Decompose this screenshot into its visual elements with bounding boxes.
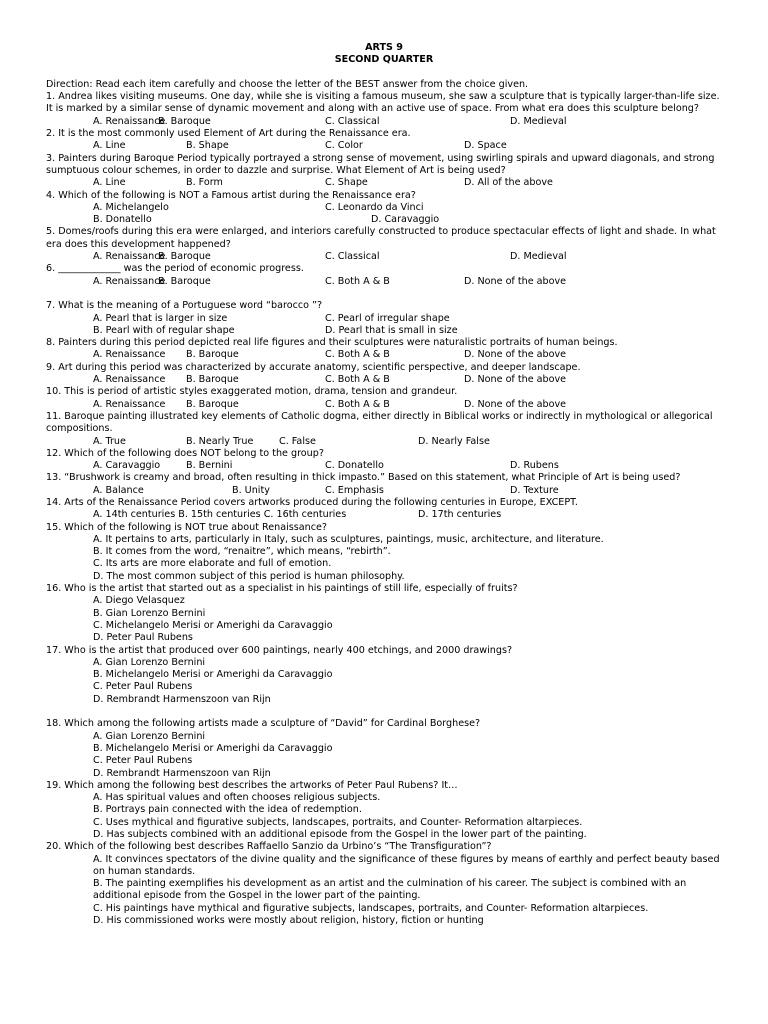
choice-row bbox=[46, 313, 722, 325]
question-stem: 5. Domes/roofs during this era were enlarged, and interiors carefully constructed to produce spectacular effects of light and shade. In what era does this development happened? bbox=[46, 226, 716, 250]
answer-choice: A. Pearl that is larger in size bbox=[93, 312, 228, 324]
question-stem: 4. Which of the following is NOT a Famous artist during the Renaissance era? bbox=[46, 189, 416, 201]
question-stem: 18. Which among the following artists made a sculpture of “David” for Cardinal Borghese? bbox=[46, 718, 481, 730]
question-4 bbox=[46, 190, 722, 227]
question-18 bbox=[46, 718, 722, 779]
answer-choice: D. 17th centuries bbox=[418, 509, 502, 521]
choice-row bbox=[46, 214, 722, 226]
answer-choice: A. Michelangelo bbox=[93, 201, 169, 213]
answer-choice: A. Gian Lorenzo Bernini bbox=[93, 730, 206, 742]
choice-row bbox=[46, 399, 722, 411]
answer-choice: D. Rembrandt Harmenszoon van Rijn bbox=[93, 767, 271, 779]
choice-row bbox=[46, 325, 722, 337]
choice-row bbox=[46, 202, 722, 214]
choice-row bbox=[46, 436, 722, 448]
question-8 bbox=[46, 337, 722, 362]
choice-row bbox=[46, 349, 722, 361]
answer-choice: B. Pearl with of regular shape bbox=[93, 324, 235, 336]
answer-choice: A. Renaissance bbox=[93, 115, 166, 127]
question-13 bbox=[46, 472, 722, 497]
document-title: ARTS 9 bbox=[365, 42, 403, 53]
answer-choice: D. Caravaggio bbox=[371, 214, 440, 226]
answer-choice: A. Gian Lorenzo Bernini bbox=[93, 656, 206, 668]
question-20 bbox=[46, 841, 722, 927]
answer-choice: A. Balance bbox=[93, 484, 144, 496]
question-stem: 20. Which of the following best describes Raffaello Sanzio da Urbino’s “The Transfiguration”? bbox=[46, 841, 492, 853]
answer-choice: C. Both A & B bbox=[325, 374, 390, 386]
answer-choice: B. Form bbox=[186, 177, 223, 189]
answer-choice: D. Has subjects combined with an additional episode from the Gospel in the lower part of the painting. bbox=[93, 829, 587, 840]
choice-row bbox=[46, 251, 722, 263]
choice-row bbox=[46, 116, 722, 128]
answer-choice: B. Portrays pain connected with the idea of redemption. bbox=[93, 804, 362, 816]
answer-choice: B. Baroque bbox=[158, 115, 211, 127]
answer-choice: C. Peter Paul Rubens bbox=[93, 755, 193, 767]
answer-choice: C. Leonardo da Vinci bbox=[325, 201, 424, 213]
question-stem: 12. Which of the following does NOT belong to the group? bbox=[46, 447, 324, 459]
question-2 bbox=[46, 128, 722, 153]
choice-row bbox=[46, 485, 722, 497]
answer-choice: A. Renaissance bbox=[93, 374, 166, 386]
question-stem: 11. Baroque painting illustrated key elements of Catholic dogma, either directly in Biblical works or indirectly in mythological or allegorical compositions. bbox=[46, 410, 713, 435]
choice-row bbox=[46, 374, 722, 386]
question-19 bbox=[46, 780, 722, 841]
answer-choice: A. True bbox=[93, 435, 126, 447]
question-3 bbox=[46, 153, 722, 190]
answer-choice: B. Michelangelo Merisi or Amerighi da Caravaggio bbox=[93, 669, 333, 681]
answer-choice: C. Shape bbox=[325, 177, 368, 189]
answer-choice: C. Both A & B bbox=[325, 398, 390, 410]
answer-choice: C. Pearl of irregular shape bbox=[325, 312, 450, 324]
question-1 bbox=[46, 91, 722, 128]
answer-choice: B. It comes from the word, “renaitre”, which means, “rebirth”. bbox=[93, 546, 391, 558]
answer-choice: D. Medieval bbox=[510, 115, 567, 127]
answer-choice: A. Has spiritual values and often chooses religious subjects. bbox=[93, 792, 381, 804]
choice-row bbox=[46, 140, 722, 152]
answer-choice: A. Renaissance bbox=[93, 275, 166, 287]
choice-row bbox=[46, 460, 722, 472]
question-stem: 15. Which of the following is NOT true about Renaissance? bbox=[46, 521, 328, 533]
question-stem: 10. This is period of artistic styles exaggerated motion, drama, tension and grandeur. bbox=[46, 386, 458, 398]
answer-choice: C. Its arts are more elaborate and full of emotion. bbox=[93, 558, 332, 570]
answer-choice: C. Uses mythical and figurative subjects, landscapes, portraits, and Counter- Reformation altarpieces. bbox=[93, 816, 583, 828]
answer-choice: B. Shape bbox=[186, 140, 229, 152]
answer-choice: C. Classical bbox=[325, 115, 380, 127]
answer-choice: C. Both A & B bbox=[325, 275, 390, 287]
question-stem: 6. _____________ was the period of economic progress. bbox=[46, 263, 304, 275]
question-stem: 17. Who is the artist that produced over 600 paintings, nearly 400 etchings, and 2000 drawings? bbox=[46, 644, 513, 656]
answer-choice: C. His paintings have mythical and figurative subjects, landscapes, portraits, and Counter- Reformation altarpieces. bbox=[93, 902, 649, 914]
question-6 bbox=[46, 263, 722, 300]
answer-choice: C. Peter Paul Rubens bbox=[93, 681, 193, 693]
answer-choice: B. Unity bbox=[232, 484, 270, 496]
question-17 bbox=[46, 645, 722, 719]
answer-choice: D. Medieval bbox=[510, 251, 567, 263]
answer-choice: D. The most common subject of this period is human philosophy. bbox=[93, 570, 405, 582]
answer-choice: B. Baroque bbox=[158, 251, 211, 263]
answer-choice: D. None of the above bbox=[464, 275, 567, 287]
answer-choice: D. Texture bbox=[510, 484, 559, 496]
answer-choice: D. Pearl that is small in size bbox=[325, 324, 458, 336]
answer-choice: B. Nearly True bbox=[186, 435, 254, 447]
answer-choice: D. Rubens bbox=[510, 460, 559, 472]
choice-row bbox=[46, 276, 722, 288]
question-15 bbox=[46, 522, 722, 583]
question-list bbox=[46, 91, 722, 927]
question-stem: 14. Arts of the Renaissance Period covers artworks produced during the following centuries in Europe, EXCEPT. bbox=[46, 496, 578, 508]
question-14 bbox=[46, 497, 722, 522]
answer-choice: A. Line bbox=[93, 140, 126, 152]
spacer bbox=[46, 288, 722, 300]
answer-choice: B. The painting exemplifies his development as an artist and the culmination of his career. The subject is combined with an additional episode from the Gospel in the lower part of the painting. bbox=[93, 878, 687, 902]
question-stem: 9. Art during this period was characterized by accurate anatomy, scientific perspective, and deeper landscape. bbox=[46, 361, 581, 373]
question-stem: 2. It is the most commonly used Element of Art during the Renaissance era. bbox=[46, 128, 411, 140]
question-9 bbox=[46, 362, 722, 387]
worksheet bbox=[46, 42, 722, 927]
answer-choice: B. Donatello bbox=[93, 214, 152, 226]
answer-choice: D. None of the above bbox=[464, 374, 567, 386]
answer-choice: A. Renaissance bbox=[93, 251, 166, 263]
answer-choice: C. Michelangelo Merisi or Amerighi da Caravaggio bbox=[93, 619, 333, 631]
question-11 bbox=[46, 411, 722, 448]
question-5 bbox=[46, 226, 722, 263]
answer-choice: B. Baroque bbox=[158, 275, 211, 287]
choice-row bbox=[46, 177, 722, 189]
answer-choice: B. Michelangelo Merisi or Amerighi da Caravaggio bbox=[93, 742, 333, 754]
question-stem: 3. Painters during Baroque Period typically portrayed a strong sense of movement, using swirling spirals and upward diagonals, and strong sumptuous colour schemes, in order to dazzle and surprise. What Element of Art is being used? bbox=[46, 152, 715, 176]
question-stem: 16. Who is the artist that started out as a specialist in his paintings of still life, especially of fruits? bbox=[46, 583, 518, 595]
answer-choice: B. Gian Lorenzo Bernini bbox=[93, 607, 206, 619]
answer-choice: B. Baroque bbox=[186, 374, 239, 386]
answer-choice: A. It pertains to arts, particularly in Italy, such as sculptures, paintings, music, architecture, and literature. bbox=[93, 533, 604, 545]
question-stem: 7. What is the meaning of a Portuguese word “barocco ”? bbox=[46, 300, 323, 312]
answer-choice: D. Peter Paul Rubens bbox=[93, 632, 193, 644]
document-subtitle: SECOND QUARTER bbox=[334, 54, 434, 66]
answer-choice: D. Space bbox=[464, 140, 507, 152]
answer-choice: B. Baroque bbox=[186, 398, 239, 410]
answer-choice: C. Both A & B bbox=[325, 349, 390, 361]
question-stem: 1. Andrea likes visiting museums. One day, while she is visiting a famous museum, she saw a sculpture that is typically larger-than-life size. It is marked by a similar sense of dynamic movement and along with an active use of space. From what era does this sculpture belong? bbox=[46, 91, 720, 115]
answer-choice: C. Classical bbox=[325, 251, 380, 263]
answer-choice: B. Baroque bbox=[186, 349, 239, 361]
answer-choice: A. Line bbox=[93, 177, 126, 189]
answer-choice: C. Emphasis bbox=[325, 484, 384, 496]
question-stem: 19. Which among the following best describes the artworks of Peter Paul Rubens? It… bbox=[46, 779, 458, 791]
question-12 bbox=[46, 448, 722, 473]
question-16 bbox=[46, 583, 722, 644]
question-7 bbox=[46, 300, 722, 337]
answer-choice: D. Rembrandt Harmenszoon van Rijn bbox=[93, 693, 271, 705]
question-stem: 8. Painters during this period depicted real life figures and their sculptures were naturalistic portraits of human beings. bbox=[46, 337, 618, 349]
choice-row bbox=[46, 509, 722, 521]
answer-choice: C. False bbox=[279, 435, 316, 447]
answer-choice: A. Renaissance bbox=[93, 349, 166, 361]
answer-choice: A. Caravaggio bbox=[93, 460, 161, 472]
answer-choice: D. Nearly False bbox=[418, 435, 490, 447]
answer-choice: D. None of the above bbox=[464, 398, 567, 410]
directions: Direction: Read each item carefully and choose the letter of the BEST answer from the choice given. bbox=[46, 78, 529, 90]
question-10 bbox=[46, 386, 722, 411]
answer-choice: C. Color bbox=[325, 140, 363, 152]
answer-choice: D. His commissioned works were mostly about religion, history, fiction or hunting bbox=[93, 915, 484, 927]
answer-choice: A. It convinces spectators of the divine quality and the significance of these figures by means of earthly and perfect beauty based on human standards. bbox=[93, 853, 720, 877]
spacer bbox=[46, 706, 722, 718]
answer-choice: C. Donatello bbox=[325, 460, 384, 472]
answer-choice: B. Bernini bbox=[186, 460, 233, 472]
answer-choice: A. Renaissance bbox=[93, 398, 166, 410]
answer-choice: D. None of the above bbox=[464, 349, 567, 361]
answer-choice: A. 14th centuries B. 15th centuries C. 16th centuries bbox=[93, 509, 347, 521]
spacer bbox=[46, 67, 722, 79]
question-stem: 13. “Brushwork is creamy and broad, often resulting in thick impasto.” Based on this statement, what Principle of Art is being used? bbox=[46, 472, 681, 484]
answer-choice: D. All of the above bbox=[464, 177, 553, 189]
answer-choice: A. Diego Velasquez bbox=[93, 595, 185, 607]
